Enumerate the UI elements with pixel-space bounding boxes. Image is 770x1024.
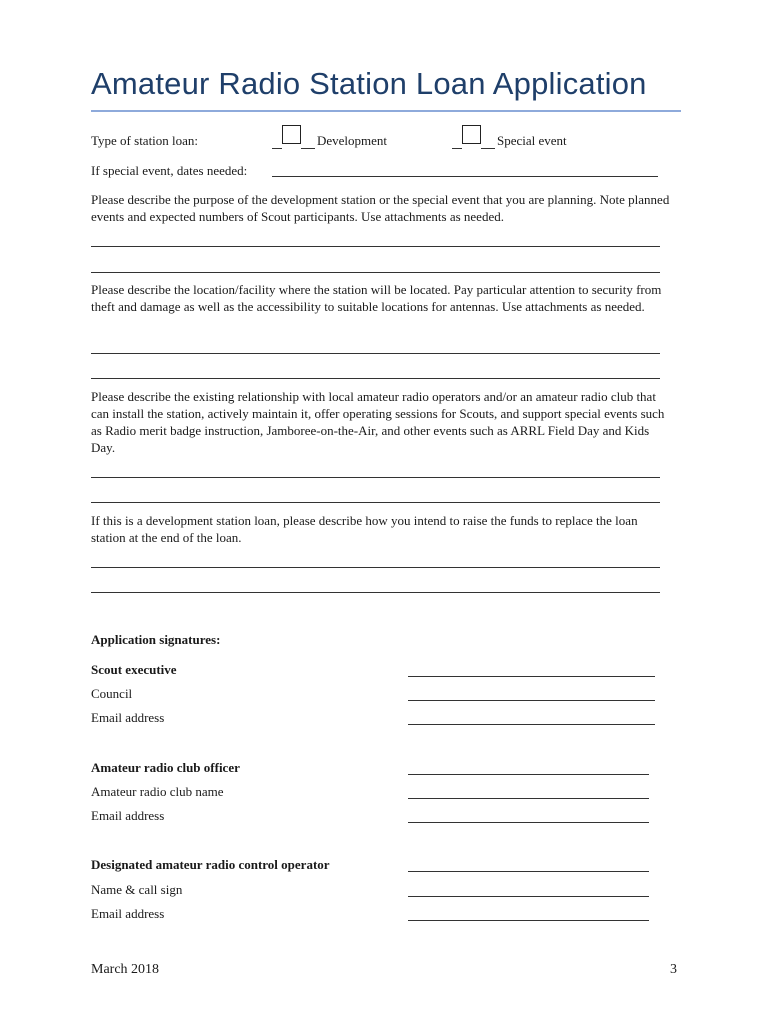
dates-input-line[interactable] (272, 176, 658, 177)
club-officer-email-label: Email address (91, 808, 165, 823)
club-officer-title: Amateur radio club officer (91, 760, 240, 775)
question-funding: If this is a development station loan, please describe how you intend to raise the funds to replace the loan station at the end of the loan. (91, 513, 638, 545)
purpose-answer-line[interactable] (91, 246, 660, 247)
club-name-input-line[interactable] (408, 798, 649, 799)
footer-date: March 2018 (91, 962, 160, 977)
question-location: Please describe the location/facility where the station will be located. Pay particular attention to security from theft and damage as well as the accessibility to suitable locations for antennas. Use attachments as needed. (91, 282, 662, 314)
scout-executive-email-line[interactable] (408, 724, 655, 725)
question-relationship: Please describe the existing relationship with local amateur radio operators and/or an amateur radio club that can install the station, actively maintain it, offer operating sessions for Scouts, and support special events such as Radio merit badge instruction, Jamboree-on-the-Air, and other events such as ARRL Field Day and Kids Day. (91, 389, 665, 455)
special-event-checkbox[interactable] (462, 125, 481, 144)
funding-answer-line[interactable] (91, 567, 660, 568)
location-answer-line[interactable] (91, 378, 660, 379)
relationship-answer-line[interactable] (91, 502, 660, 503)
scout-executive-email-label: Email address (91, 710, 165, 725)
development-option-label: Development (317, 133, 388, 148)
control-operator-email-label: Email address (91, 906, 165, 921)
control-operator-title: Designated amateur radio control operator (91, 857, 330, 872)
signatures-heading: Application signatures: (91, 632, 221, 647)
development-checkbox[interactable] (282, 125, 301, 144)
funding-answer-line[interactable] (91, 592, 660, 593)
purpose-answer-line[interactable] (91, 272, 660, 273)
scout-executive-title: Scout executive (91, 662, 177, 677)
dates-label: If special event, dates needed: (91, 163, 248, 178)
control-operator-email-line[interactable] (408, 920, 649, 921)
club-name-label: Amateur radio club name (91, 784, 224, 799)
council-label: Council (91, 686, 133, 701)
page-number: 3 (670, 962, 677, 977)
location-answer-line[interactable] (91, 353, 660, 354)
council-input-line[interactable] (408, 700, 655, 701)
scout-executive-signature-line[interactable] (408, 676, 655, 677)
title-divider (91, 110, 681, 112)
loan-type-label: Type of station loan: (91, 133, 199, 148)
control-operator-signature-line[interactable] (408, 871, 649, 872)
development-underline-right (301, 148, 315, 149)
special-event-underline-right (481, 148, 495, 149)
club-officer-signature-line[interactable] (408, 774, 649, 775)
name-call-sign-label: Name & call sign (91, 882, 183, 897)
question-purpose: Please describe the purpose of the development station or the special event that you are planning. Note planned events and expected numbers of Scout participants. Use attachments as needed. (91, 192, 670, 224)
relationship-answer-line[interactable] (91, 477, 660, 478)
club-officer-email-line[interactable] (408, 822, 649, 823)
name-call-sign-input-line[interactable] (408, 896, 649, 897)
special-event-option-label: Special event (497, 133, 567, 148)
page-title: Amateur Radio Station Loan Application (91, 66, 647, 101)
special-event-underline-left (452, 148, 462, 149)
development-underline-left (272, 148, 282, 149)
